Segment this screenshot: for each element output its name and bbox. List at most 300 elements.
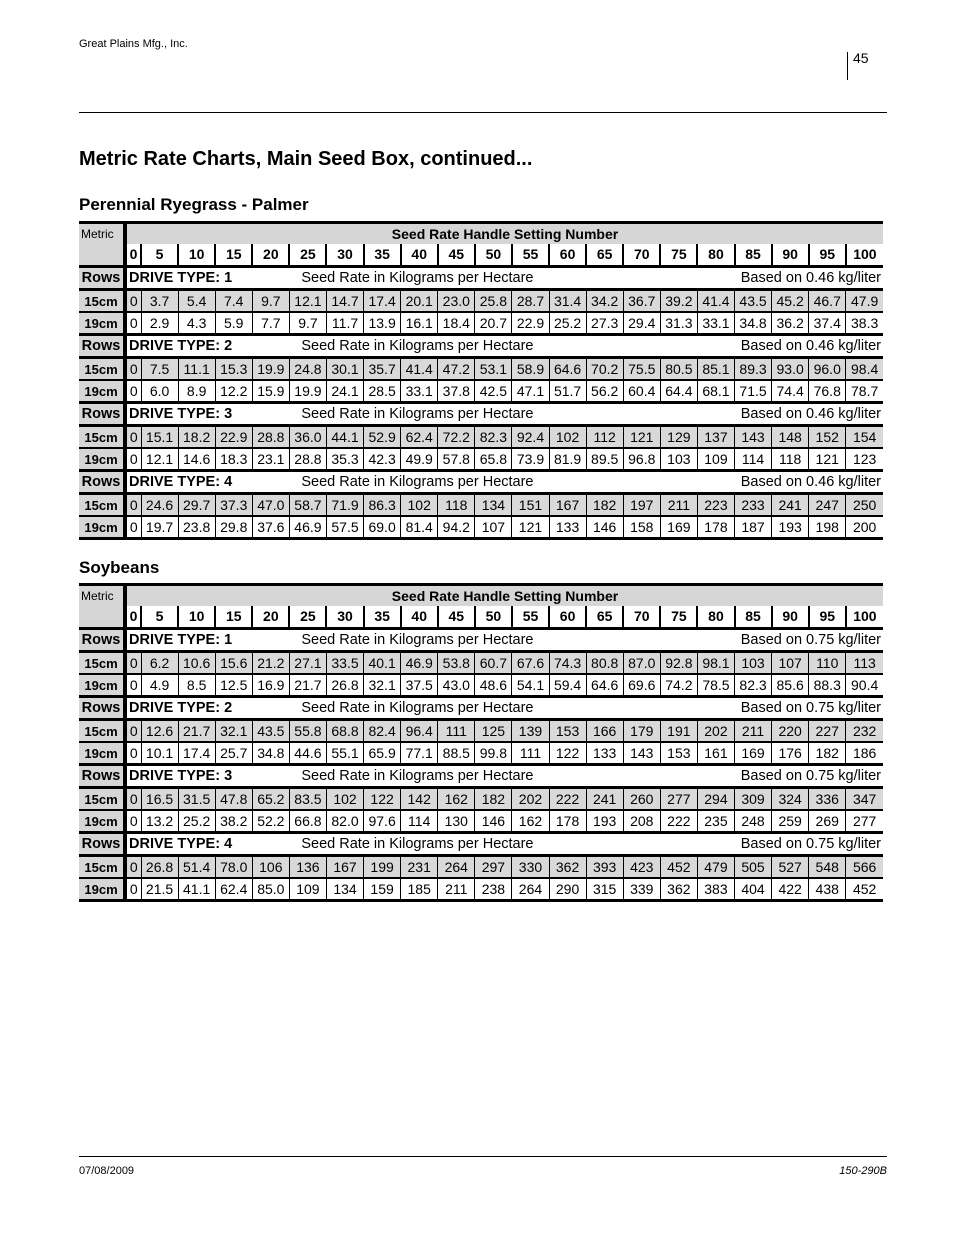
rate-cell: 71.9 xyxy=(326,494,363,517)
rate-cell: 241 xyxy=(772,494,809,517)
rate-cell: 248 xyxy=(735,810,772,833)
rate-cell: 32.1 xyxy=(215,720,252,743)
rate-cell: 74.4 xyxy=(772,380,809,403)
rate-cell: 7.5 xyxy=(141,358,178,381)
rate-cell: 0 xyxy=(125,290,141,313)
rate-cell: 111 xyxy=(512,742,549,765)
rows-label: Rows xyxy=(79,267,125,290)
rate-cell: 83.5 xyxy=(289,788,326,811)
rate-cell: 247 xyxy=(809,494,846,517)
rate-cell: 169 xyxy=(735,742,772,765)
rate-cell: 43.0 xyxy=(438,674,475,697)
rate-cell: 202 xyxy=(697,720,734,743)
rate-cell: 37.4 xyxy=(809,312,846,335)
rate-cell: 48.6 xyxy=(475,674,512,697)
table-row xyxy=(79,742,883,765)
row-spacing: 15cm xyxy=(79,788,125,811)
setting-number: 5 xyxy=(141,606,178,629)
rate-cell: 36.7 xyxy=(623,290,660,313)
rate-cell: 65.8 xyxy=(475,448,512,471)
rate-cell: 113 xyxy=(846,652,883,675)
rate-cell: 452 xyxy=(846,878,883,901)
setting-number: 70 xyxy=(623,244,660,267)
setting-number: 45 xyxy=(438,606,475,629)
rate-cell: 153 xyxy=(549,720,586,743)
settings-row-head xyxy=(79,244,125,267)
rate-cell: 178 xyxy=(549,810,586,833)
setting-number: 5 xyxy=(141,244,178,267)
setting-number: 25 xyxy=(289,606,326,629)
rate-cell: 46.9 xyxy=(289,516,326,539)
rate-cell: 65.2 xyxy=(252,788,289,811)
rate-cell: 22.9 xyxy=(215,426,252,449)
rate-cell: 16.9 xyxy=(252,674,289,697)
rate-cell: 125 xyxy=(475,720,512,743)
setting-number: 70 xyxy=(623,606,660,629)
rate-cell: 4.9 xyxy=(141,674,178,697)
page-number: 45 xyxy=(853,50,869,66)
rate-cell: 99.8 xyxy=(475,742,512,765)
rate-cell: 58.9 xyxy=(512,358,549,381)
setting-number: 15 xyxy=(215,244,252,267)
rate-cell: 24.1 xyxy=(326,380,363,403)
rate-cell: 231 xyxy=(401,856,438,879)
rate-cell: 3.7 xyxy=(141,290,178,313)
rate-cell: 78.7 xyxy=(846,380,883,403)
rate-cell: 110 xyxy=(809,652,846,675)
rate-cell: 222 xyxy=(660,810,697,833)
rate-cell: 186 xyxy=(846,742,883,765)
rate-cell: 21.5 xyxy=(141,878,178,901)
rate-cell: 324 xyxy=(772,788,809,811)
rate-cell: 130 xyxy=(438,810,475,833)
rate-cell: 44.1 xyxy=(326,426,363,449)
rate-cell: 41.1 xyxy=(178,878,215,901)
rate-cell: 0 xyxy=(125,380,141,403)
table-row xyxy=(79,380,883,403)
rate-cell: 88.3 xyxy=(809,674,846,697)
rate-cell: 78.5 xyxy=(697,674,734,697)
setting-number: 60 xyxy=(549,606,586,629)
rate-cell: 25.8 xyxy=(475,290,512,313)
rate-cell: 137 xyxy=(697,426,734,449)
row-spacing: 19cm xyxy=(79,742,125,765)
setting-number: 55 xyxy=(512,244,549,267)
page-number-divider xyxy=(847,52,848,80)
rate-cell: 479 xyxy=(697,856,734,879)
density-basis: Based on 0.46 kg/liter xyxy=(623,403,883,426)
rate-cell: 85.0 xyxy=(252,878,289,901)
table-row xyxy=(79,810,883,833)
rate-cell: 277 xyxy=(660,788,697,811)
rate-cell: 10.1 xyxy=(141,742,178,765)
rate-cell: 17.4 xyxy=(364,290,401,313)
rate-cell: 66.8 xyxy=(289,810,326,833)
rate-cell: 21.7 xyxy=(178,720,215,743)
drive-type-row xyxy=(79,629,883,652)
rate-cell: 241 xyxy=(586,788,623,811)
rate-table-soybeans xyxy=(79,583,883,902)
setting-number: 80 xyxy=(697,606,734,629)
rate-cell: 20.1 xyxy=(401,290,438,313)
rate-cell: 80.5 xyxy=(660,358,697,381)
rate-cell: 0 xyxy=(125,312,141,335)
table-row xyxy=(79,448,883,471)
rate-cell: 235 xyxy=(697,810,734,833)
rate-cell: 227 xyxy=(809,720,846,743)
handle-setting-title: Seed Rate Handle Setting Number xyxy=(125,585,883,607)
rate-cell: 47.0 xyxy=(252,494,289,517)
rate-cell: 82.3 xyxy=(475,426,512,449)
rate-cell: 87.0 xyxy=(623,652,660,675)
rate-cell: 202 xyxy=(512,788,549,811)
setting-number: 95 xyxy=(809,606,846,629)
rate-cell: 33.1 xyxy=(401,380,438,403)
rate-cell: 2.9 xyxy=(141,312,178,335)
rows-label: Rows xyxy=(79,765,125,788)
setting-number: 40 xyxy=(401,244,438,267)
rate-cell: 211 xyxy=(735,720,772,743)
rate-cell: 452 xyxy=(660,856,697,879)
setting-number: 15 xyxy=(215,606,252,629)
rate-cell: 16.1 xyxy=(401,312,438,335)
rate-cell: 65.9 xyxy=(364,742,401,765)
rate-cell: 122 xyxy=(549,742,586,765)
rate-cell: 0 xyxy=(125,810,141,833)
rate-cell: 64.6 xyxy=(586,674,623,697)
drive-type-label: DRIVE TYPE: 1 xyxy=(125,629,289,652)
row-spacing: 15cm xyxy=(79,856,125,879)
rate-table-ryegrass xyxy=(79,221,883,540)
rate-cell: 24.6 xyxy=(141,494,178,517)
rate-cell: 191 xyxy=(660,720,697,743)
rate-cell: 19.7 xyxy=(141,516,178,539)
drive-type-row xyxy=(79,267,883,290)
rate-cell: 566 xyxy=(846,856,883,879)
rate-cell: 43.5 xyxy=(252,720,289,743)
rate-cell: 182 xyxy=(586,494,623,517)
drive-type-row xyxy=(79,765,883,788)
rate-cell: 93.0 xyxy=(772,358,809,381)
rate-cell: 290 xyxy=(549,878,586,901)
rate-cell: 97.6 xyxy=(364,810,401,833)
rate-cell: 264 xyxy=(512,878,549,901)
settings-row-head xyxy=(79,606,125,629)
rate-cell: 103 xyxy=(660,448,697,471)
rate-cell: 118 xyxy=(438,494,475,517)
setting-number: 50 xyxy=(475,606,512,629)
setting-number: 100 xyxy=(846,244,883,267)
rate-cell: 232 xyxy=(846,720,883,743)
rate-cell: 146 xyxy=(586,516,623,539)
rate-cell: 107 xyxy=(772,652,809,675)
rate-cell: 198 xyxy=(809,516,846,539)
rate-cell: 250 xyxy=(846,494,883,517)
setting-number: 50 xyxy=(475,244,512,267)
table-row xyxy=(79,788,883,811)
rate-cell: 393 xyxy=(586,856,623,879)
rate-cell: 5.9 xyxy=(215,312,252,335)
setting-number: 75 xyxy=(660,244,697,267)
rate-cell: 35.7 xyxy=(364,358,401,381)
setting-number: 55 xyxy=(512,606,549,629)
rate-cell: 29.4 xyxy=(623,312,660,335)
rate-cell: 185 xyxy=(401,878,438,901)
density-basis: Based on 0.75 kg/liter xyxy=(623,765,883,788)
rate-cell: 106 xyxy=(252,856,289,879)
rate-cell: 260 xyxy=(623,788,660,811)
rate-cell: 114 xyxy=(401,810,438,833)
rate-cell: 14.7 xyxy=(326,290,363,313)
rate-cell: 41.4 xyxy=(697,290,734,313)
rate-cell: 153 xyxy=(660,742,697,765)
rate-cell: 423 xyxy=(623,856,660,879)
rate-cell: 330 xyxy=(512,856,549,879)
drive-type-label: DRIVE TYPE: 4 xyxy=(125,471,289,494)
rate-cell: 223 xyxy=(697,494,734,517)
setting-number: 85 xyxy=(735,606,772,629)
rate-cell: 72.2 xyxy=(438,426,475,449)
rate-cell: 12.2 xyxy=(215,380,252,403)
rate-cell: 81.4 xyxy=(401,516,438,539)
rate-cell: 200 xyxy=(846,516,883,539)
rate-cell: 0 xyxy=(125,878,141,901)
rate-cell: 238 xyxy=(475,878,512,901)
seed-rate-unit: Seed Rate in Kilograms per Hectare xyxy=(289,335,623,358)
rate-cell: 90.4 xyxy=(846,674,883,697)
rate-cell: 143 xyxy=(735,426,772,449)
setting-number: 40 xyxy=(401,606,438,629)
rate-cell: 39.2 xyxy=(660,290,697,313)
rate-cell: 136 xyxy=(289,856,326,879)
rate-cell: 118 xyxy=(772,448,809,471)
setting-number: 10 xyxy=(178,244,215,267)
rate-cell: 8.5 xyxy=(178,674,215,697)
rate-cell: 36.0 xyxy=(289,426,326,449)
rate-cell: 37.5 xyxy=(401,674,438,697)
rate-cell: 182 xyxy=(809,742,846,765)
rate-cell: 42.3 xyxy=(364,448,401,471)
setting-number: 45 xyxy=(438,244,475,267)
rate-cell: 35.3 xyxy=(326,448,363,471)
rate-cell: 12.5 xyxy=(215,674,252,697)
rate-cell: 277 xyxy=(846,810,883,833)
rate-cell: 89.5 xyxy=(586,448,623,471)
density-basis: Based on 0.75 kg/liter xyxy=(623,697,883,720)
setting-number: 65 xyxy=(586,606,623,629)
drive-type-row xyxy=(79,833,883,856)
rate-cell: 51.4 xyxy=(178,856,215,879)
rate-cell: 82.4 xyxy=(364,720,401,743)
header-rule xyxy=(79,112,887,113)
setting-number: 80 xyxy=(697,244,734,267)
rate-cell: 315 xyxy=(586,878,623,901)
rate-cell: 96.0 xyxy=(809,358,846,381)
rate-cell: 197 xyxy=(623,494,660,517)
rate-cell: 0 xyxy=(125,856,141,879)
rate-cell: 121 xyxy=(623,426,660,449)
rate-cell: 28.8 xyxy=(252,426,289,449)
setting-number: 30 xyxy=(326,244,363,267)
drive-type-label: DRIVE TYPE: 2 xyxy=(125,335,289,358)
rate-cell: 23.1 xyxy=(252,448,289,471)
rate-cell: 121 xyxy=(512,516,549,539)
rate-cell: 199 xyxy=(364,856,401,879)
rate-cell: 47.2 xyxy=(438,358,475,381)
rate-cell: 339 xyxy=(623,878,660,901)
page-title: Metric Rate Charts, Main Seed Box, continued... xyxy=(79,148,533,170)
rows-label: Rows xyxy=(79,335,125,358)
rate-cell: 129 xyxy=(660,426,697,449)
rate-cell: 14.6 xyxy=(178,448,215,471)
rate-cell: 347 xyxy=(846,788,883,811)
rate-cell: 94.2 xyxy=(438,516,475,539)
rate-cell: 102 xyxy=(549,426,586,449)
handle-setting-title: Seed Rate Handle Setting Number xyxy=(125,223,883,245)
rate-cell: 309 xyxy=(735,788,772,811)
rate-cell: 73.9 xyxy=(512,448,549,471)
rate-cell: 438 xyxy=(809,878,846,901)
rate-cell: 82.3 xyxy=(735,674,772,697)
rate-cell: 336 xyxy=(809,788,846,811)
settings-row xyxy=(79,244,883,267)
rate-cell: 158 xyxy=(623,516,660,539)
setting-number: 75 xyxy=(660,606,697,629)
rate-cell: 64.4 xyxy=(660,380,697,403)
rate-cell: 92.8 xyxy=(660,652,697,675)
settings-row xyxy=(79,606,883,629)
rate-cell: 182 xyxy=(475,788,512,811)
rate-cell: 15.9 xyxy=(252,380,289,403)
rate-cell: 53.1 xyxy=(475,358,512,381)
rate-cell: 34.2 xyxy=(586,290,623,313)
rate-cell: 505 xyxy=(735,856,772,879)
rate-cell: 55.1 xyxy=(326,742,363,765)
density-basis: Based on 0.75 kg/liter xyxy=(623,833,883,856)
rate-cell: 52.2 xyxy=(252,810,289,833)
setting-number: 10 xyxy=(178,606,215,629)
rate-cell: 0 xyxy=(125,674,141,697)
rate-cell: 31.4 xyxy=(549,290,586,313)
rate-cell: 31.3 xyxy=(660,312,697,335)
drive-type-label: DRIVE TYPE: 3 xyxy=(125,403,289,426)
setting-number: 20 xyxy=(252,606,289,629)
footer-date: 07/08/2009 xyxy=(79,1165,135,1177)
row-spacing: 19cm xyxy=(79,674,125,697)
table-row xyxy=(79,720,883,743)
rate-cell: 54.1 xyxy=(512,674,549,697)
row-spacing: 15cm xyxy=(79,720,125,743)
rate-cell: 19.9 xyxy=(289,380,326,403)
rate-cell: 6.2 xyxy=(141,652,178,675)
rate-cell: 24.8 xyxy=(289,358,326,381)
rate-cell: 21.7 xyxy=(289,674,326,697)
rate-cell: 57.8 xyxy=(438,448,475,471)
drive-type-label: DRIVE TYPE: 4 xyxy=(125,833,289,856)
rate-cell: 7.4 xyxy=(215,290,252,313)
rate-cell: 42.5 xyxy=(475,380,512,403)
rate-cell: 0 xyxy=(125,788,141,811)
rate-cell: 89.3 xyxy=(735,358,772,381)
setting-number: 90 xyxy=(772,606,809,629)
rate-cell: 211 xyxy=(660,494,697,517)
row-spacing: 19cm xyxy=(79,878,125,901)
rate-cell: 31.5 xyxy=(178,788,215,811)
rate-cell: 139 xyxy=(512,720,549,743)
rate-cell: 37.3 xyxy=(215,494,252,517)
rows-label: Rows xyxy=(79,697,125,720)
rate-cell: 33.5 xyxy=(326,652,363,675)
rate-cell: 220 xyxy=(772,720,809,743)
rate-cell: 7.7 xyxy=(252,312,289,335)
rate-cell: 23.8 xyxy=(178,516,215,539)
rate-cell: 111 xyxy=(438,720,475,743)
rate-cell: 404 xyxy=(735,878,772,901)
rate-cell: 13.2 xyxy=(141,810,178,833)
rate-cell: 25.2 xyxy=(549,312,586,335)
rate-cell: 15.1 xyxy=(141,426,178,449)
table-row xyxy=(79,290,883,313)
rate-cell: 47.8 xyxy=(215,788,252,811)
rate-cell: 60.4 xyxy=(623,380,660,403)
rate-cell: 193 xyxy=(772,516,809,539)
row-spacing: 15cm xyxy=(79,358,125,381)
rate-cell: 133 xyxy=(549,516,586,539)
rate-cell: 162 xyxy=(438,788,475,811)
seed-rate-unit: Seed Rate in Kilograms per Hectare xyxy=(289,629,623,652)
rate-cell: 27.3 xyxy=(586,312,623,335)
rate-cell: 34.8 xyxy=(252,742,289,765)
row-spacing: 19cm xyxy=(79,380,125,403)
rate-cell: 26.8 xyxy=(326,674,363,697)
rate-cell: 0 xyxy=(125,426,141,449)
rate-cell: 60.7 xyxy=(475,652,512,675)
rate-cell: 15.6 xyxy=(215,652,252,675)
rate-cell: 28.5 xyxy=(364,380,401,403)
rate-cell: 81.9 xyxy=(549,448,586,471)
rate-cell: 23.0 xyxy=(438,290,475,313)
rows-label: Rows xyxy=(79,833,125,856)
rate-cell: 22.9 xyxy=(512,312,549,335)
rate-cell: 6.0 xyxy=(141,380,178,403)
rate-cell: 148 xyxy=(772,426,809,449)
rate-cell: 15.3 xyxy=(215,358,252,381)
rate-cell: 18.4 xyxy=(438,312,475,335)
rate-cell: 0 xyxy=(125,720,141,743)
table-row xyxy=(79,878,883,901)
rate-cell: 222 xyxy=(549,788,586,811)
rate-cell: 53.8 xyxy=(438,652,475,675)
rows-label: Rows xyxy=(79,629,125,652)
rate-cell: 62.4 xyxy=(401,426,438,449)
rate-cell: 548 xyxy=(809,856,846,879)
rate-cell: 49.9 xyxy=(401,448,438,471)
rate-cell: 43.5 xyxy=(735,290,772,313)
rate-cell: 82.0 xyxy=(326,810,363,833)
setting-number: 90 xyxy=(772,244,809,267)
rate-cell: 112 xyxy=(586,426,623,449)
rate-cell: 211 xyxy=(438,878,475,901)
rate-cell: 29.8 xyxy=(215,516,252,539)
rate-cell: 25.2 xyxy=(178,810,215,833)
rate-cell: 527 xyxy=(772,856,809,879)
rate-cell: 74.2 xyxy=(660,674,697,697)
rate-cell: 51.7 xyxy=(549,380,586,403)
rate-cell: 77.1 xyxy=(401,742,438,765)
rate-cell: 75.5 xyxy=(623,358,660,381)
setting-number: 30 xyxy=(326,606,363,629)
setting-number: 85 xyxy=(735,244,772,267)
